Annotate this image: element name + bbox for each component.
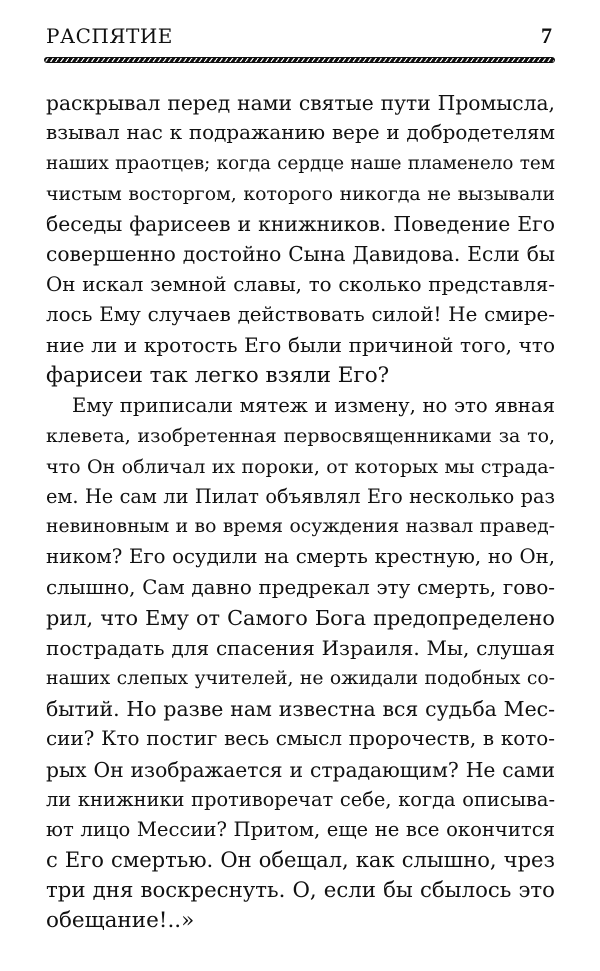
text-line: ником? Его осудили на смерть крестную, но Он,	[46, 545, 555, 569]
body-text	[46, 88, 555, 936]
text-line: бытий. Но разве нам известна вся судьба Мес-	[46, 696, 555, 721]
text-line: беседы фарисеев и книжников. Поведение Его	[46, 212, 555, 237]
text-line: что Он обличал их пороки, от которых мы страда-	[46, 455, 555, 478]
text-line: сии? Кто постиг весь смысл пророчеств, в кото-	[46, 727, 555, 751]
text-line-last: обещание!..»	[46, 908, 195, 934]
text-line: слышно, Сам давно предрекал эту смерть, гово-	[46, 575, 555, 599]
text-line: ют лицо Мессии? Притом, еще не все окончится	[46, 818, 555, 842]
text-line: пострадать для спасения Израиля. Мы, слушая	[46, 636, 555, 661]
text-line: лось Ему случаев действовать силой! Не смире-	[46, 303, 555, 327]
text-line: невиновным и во время осуждения назвал правед-	[46, 516, 555, 538]
text-line: Он искал земной славы, то сколько представля-	[46, 272, 555, 296]
text-line: рых Он изображается и страдающим? Не сами	[46, 757, 555, 782]
text-line: клевета, изобретенная первосвященниками за то,	[46, 425, 555, 448]
page-number: 7	[541, 23, 552, 48]
text-line: взывал нас к подражанию вере и добродетелям	[46, 121, 555, 145]
text-line-indented: Ему приписали мятеж и измену, но это явная	[72, 393, 555, 417]
text-line: с Его смертью. Он обещал, как слышно, чрез	[46, 847, 555, 873]
text-line: ние ли и кротость Его были причиной того, что	[46, 333, 555, 358]
text-line: совершенно достойно Сына Давидова. Если бы	[46, 242, 555, 267]
text-line: раскрывал перед нами святые пути Промысла,	[46, 91, 555, 115]
text-line-last: фарисеи так легко взяли Его?	[46, 362, 390, 388]
running-title: РАСПЯТИЕ	[46, 24, 173, 48]
text-line: рил, что Ему от Самого Бога предопределено	[46, 606, 555, 631]
paragraph-2	[46, 391, 555, 936]
text-line: наших слепых учителей, не ожидали подобных со-	[46, 667, 555, 689]
paragraph-1	[46, 88, 555, 391]
text-line: ли книжники противоречат себе, когда описыва-	[46, 787, 555, 811]
text-line: ем. Не сам ли Пилат объявлял Его несколько раз	[46, 484, 555, 508]
rope-rule-divider	[44, 57, 555, 63]
text-line: наших праотцев; когда сердце наше пламенело тем	[46, 152, 555, 174]
text-line: чистым восторгом, которого никогда не вызывали	[46, 182, 555, 205]
running-head	[46, 24, 555, 50]
text-line: три дня воскреснуть. О, если бы сбылось это	[46, 877, 555, 903]
